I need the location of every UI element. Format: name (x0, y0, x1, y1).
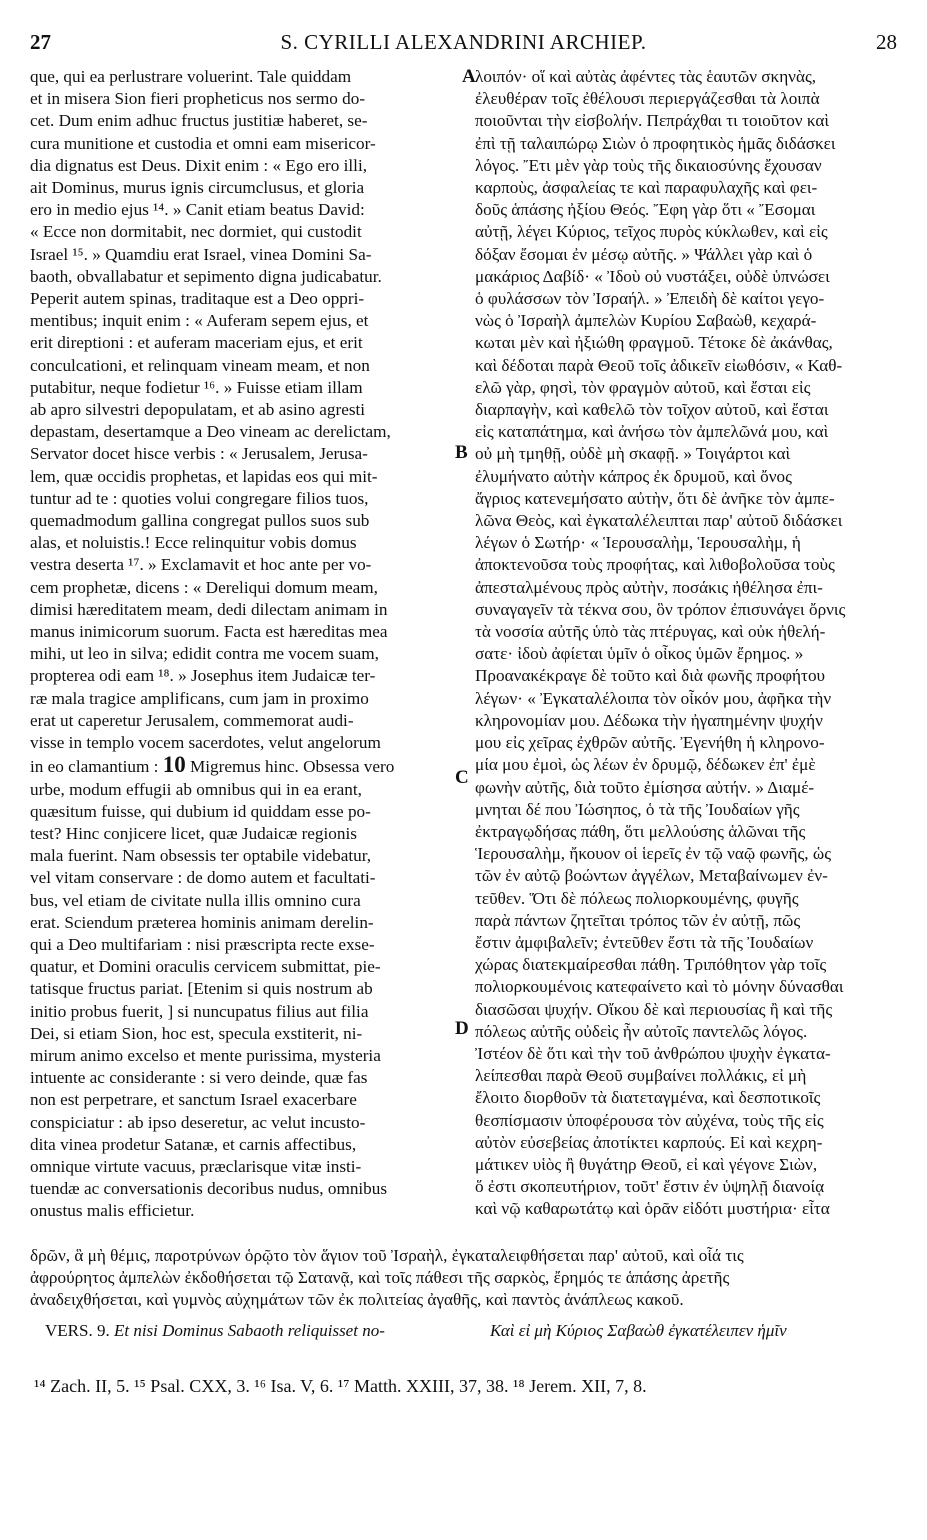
greek-line: Ἰστέον δὲ ὅτι καὶ τὴν τοῦ ἀνθρώπου ψυχὴν ἐγκατα- (475, 1043, 831, 1063)
latin-line-text: Peperit autem spinas, traditaque est a Deo oppri- (30, 289, 365, 309)
latin-line-text: ab apro silvestri depopulatam, et ab asino agresti (30, 400, 366, 420)
greek-line: εἰς καταπάτημα, καὶ ἀνήσω τὸν ἀμπελῶνά μου, καὶ (475, 422, 829, 442)
greek-line: δόξαν ἔσομαι ἐν μέσῳ αὐτῆς. » Ψάλλει γὰρ καὶ ὁ (475, 244, 813, 264)
latin-line-text: cura munitione et custodia et omni eam misericor- (30, 133, 376, 153)
latin-line-text: conculcationi, et relinquam vineam meam, et non (30, 355, 370, 375)
latin-line-text: cet. Dum enim adhuc fructus justitiæ haberet, se- (30, 111, 368, 131)
greek-line: ελῶ γὰρ, φησὶ, τὸν φραγμὸν αὐτοῦ, καὶ ἔσται εἰς (475, 377, 811, 397)
greek-line: ὁ φυλάσσων τὸν Ἰσραήλ. » Ἐπειδὴ δὲ καίτοι γεγο- (475, 289, 825, 309)
latin-line-text: et in misera Sion fieri propheticus nos sermo do- (30, 89, 366, 109)
footnotes: ¹⁴ Zach. II, 5. ¹⁵ Psal. CXX, 3. ¹⁶ Isa. V, 6. ¹⁷ Matth. XXIII, 37, 38. ¹⁸ Jerem. XII, 7, 8. (34, 1376, 647, 1396)
greek-line: καρποὺς, ἀσφαλείας τε καὶ παραφυλαχῆς καὶ φει- (475, 178, 818, 198)
margin-letter-d: D (455, 1018, 469, 1039)
greek-line: μία μου ἐμοὶ, ὡς λέων ἐν δρυμῷ, δέδωκεν ἐπ' ἐμὲ (475, 755, 816, 775)
greek-line: ἀποκτενοῦσα τοὺς προφήτας, καὶ λιθοβολοῦσα τοὺς (475, 555, 835, 575)
latin-line (30, 466, 460, 488)
latin-line-text: quæsitum fuisse, qui dubium id quiddam esse po- (30, 801, 371, 821)
latin-line (30, 1200, 460, 1222)
latin-line (30, 332, 460, 354)
greek-line: τεῦθεν. Ὅτι δὲ πόλεως πολιορκουμένης, φυγῆς (475, 888, 799, 908)
latin-line (30, 66, 460, 88)
greek-line: θεσπίσμασιν ὑποφέρουσα τὸν αὐχένα, τοὺς τῆς εἰς (475, 1110, 824, 1130)
latin-line-text: cem prophetæ, dicens : « Dereliqui domum meam, (30, 577, 378, 597)
latin-column (30, 66, 460, 1223)
latin-line (30, 355, 460, 377)
latin-line-text: vestra deserta ¹⁷. » Exclamavit et hoc ante per vo- (30, 555, 372, 575)
latin-line (30, 554, 460, 576)
latin-line-text: bus, vel etiam de civitate nulla illis omnino cura (30, 890, 361, 910)
greek-line: συναγαγεῖν τὰ τέκνα σου, ὃν τρόπον ἐπισυνάγει ὄρνις (475, 599, 846, 619)
latin-line (30, 934, 460, 956)
greek-line: λέγων· « Ἐγκαταλέλοιπα τὸν οἶκόν μου, ἀφῆκα τὴν (475, 688, 832, 708)
latin-line (30, 754, 460, 778)
greek-column (475, 66, 895, 1221)
latin-line (30, 732, 460, 754)
latin-line-text: Servator docet hisce verbis : « Jerusalem, Jerusa- (30, 444, 368, 464)
latin-line (30, 688, 460, 710)
latin-line (30, 1112, 460, 1134)
latin-line (30, 801, 460, 823)
latin-line-text: tuntur ad te : quoties volui congregare filios tuos, (30, 488, 369, 508)
margin-letter-b: B (455, 442, 468, 463)
latin-line (30, 133, 460, 155)
latin-line-text: Israel ¹⁵. » Quamdiu erat Israel, vinea Domini Sa- (30, 244, 372, 264)
latin-line-text: erat ut caperetur Jerusalem, commemorat audi- (30, 710, 354, 730)
latin-line-text: erat. Sciendum præterea hominis animam derelin- (30, 912, 374, 932)
latin-line (30, 577, 460, 599)
verse-latin (45, 1320, 465, 1342)
latin-line (30, 867, 460, 889)
latin-line (30, 1067, 460, 1089)
greek-line: ὅ ἐστι σκοπευτήριον, τοῦτ' ἔστιν ἐν ὑψηλῇ διανοίᾳ (475, 1177, 825, 1197)
latin-line (30, 155, 460, 177)
greek-line: νὼς ὁ Ἰσραὴλ ἀμπελὼν Κυρίου Σαβαὼθ, κεχαρά- (475, 311, 817, 331)
greek-line: Ἱερουσαλὴμ, ἤκουον οἱ ἱερεῖς ἐν τῷ ναῷ φωνῆς, ὡς (475, 844, 831, 864)
full-width-line-3: ἀναδειχθήσεται, καὶ γυμνὸς αὐχημάτων τῶν ἐκ πολιτείας ἀγαθῆς, καὶ παντὸς ἀνάπλεως κακοῦ. (30, 1290, 684, 1309)
latin-line (30, 710, 460, 732)
latin-line-text: in eo clamantium : (30, 757, 163, 777)
greek-line: καὶ νῷ καθαρωτάτῳ καὶ ὁρᾶν εἰδότι μυστήρια· εἶτα (475, 1199, 830, 1219)
latin-line-text: mentibus; inquit enim : « Auferam sepem ejus, et (30, 311, 369, 331)
latin-line-text: ait Dominus, murus ignis circumclusus, et gloria (30, 178, 365, 198)
latin-line-text: que, qui ea perlustrare voluerint. Tale quiddam (30, 67, 352, 86)
latin-line-text: mihi, ut leo in silva; edidit contra me vocem suam, (30, 644, 379, 664)
greek-line: μου εἰς χεῖρας ἐχθρῶν αὐτῆς. Ἐγενήθη ἡ κληρονο- (475, 733, 825, 753)
latin-line (30, 665, 460, 687)
latin-line (30, 779, 460, 801)
latin-line (30, 845, 460, 867)
latin-line (30, 244, 460, 266)
margin-letter-c: C (455, 767, 469, 788)
greek-line: αὐτῇ, λέγει Κύριος, τεῖχος πυρὸς κύκλωθεν, καὶ εἰς (475, 222, 828, 242)
latin-line-text: qui a Deo multifariam : nisi præscripta recte exse- (30, 934, 375, 954)
right-page-number: 28 (876, 30, 897, 54)
latin-line-text: alas, et noluistis.! Ecce relinquitur vobis domus (30, 533, 357, 553)
full-width-line-2: ἀφρούρητος ἀμπελὼν ἐκδοθήσεται τῷ Σατανᾷ, καὶ τοῖς πάθεσι τῆς σαρκὸς, ἔρημός τε ἁπάσης ἀρετῆς (30, 1268, 730, 1287)
latin-line (30, 421, 460, 443)
greek-line: ἐκτραγῳδήσας πάθη, ὅτι μελλούσης ἁλῶναι τῆς (475, 821, 806, 841)
latin-line (30, 1023, 460, 1045)
greek-line: διαρπαγὴν, καὶ καθελῶ τὸν τοῖχον αὐτοῦ, καὶ ἔσται (475, 400, 829, 420)
latin-line (30, 266, 460, 288)
latin-line-text: intuente ac considerante : si vero deinde, quæ fas (30, 1068, 368, 1088)
latin-line-text: lem, quæ occidis prophetas, et lapidas eos qui mit- (30, 466, 378, 486)
full-width-line-1: δρῶν, ἃ μὴ θέμις, παροτρύνων ὁρῷτο τὸν ἅγιον τοῦ Ἰσραὴλ, ἐγκαταλειφθήσεται παρ' αὐτοῦ, καὶ οἷά τις (30, 1246, 744, 1265)
greek-line: μάτικεν υἱὸς ἢ θυγάτηρ Θεοῦ, εἰ καὶ γέγονε Σιὼν, (475, 1154, 818, 1174)
greek-line: κληρονομίαν μου. Δέδωκα τὴν ἠγαπημένην ψυχήν (475, 710, 823, 730)
latin-line (30, 1178, 460, 1200)
greek-line: λείπεσθαι παρὰ Θεοῦ συμβαίνει πολλάκις, εἰ μὴ (475, 1066, 807, 1086)
latin-line (30, 1156, 460, 1178)
greek-line: λοιπόν· οἵ καὶ αὐτὰς ἀφέντες τὰς ἑαυτῶν σκηνὰς, (475, 67, 817, 86)
greek-line: λόγος. Ἔτι μὲν γὰρ τοὺς τῆς δικαιοσύνης ἔχουσαν (475, 155, 822, 175)
latin-line (30, 221, 460, 243)
greek-line: λέγων ὁ Σωτήρ· « Ἱερουσαλὴμ, Ἱερουσαλὴμ, ἡ (475, 533, 801, 553)
greek-line: οὐ μὴ τμηθῇ, οὐδὲ μὴ σκαφῇ. » Τοιγάρτοι καὶ (475, 444, 791, 464)
latin-line (30, 1001, 460, 1023)
greek-line: τὰ νοσσία αὐτῆς ὑπὸ τὰς πτέρυγας, καὶ οὐκ ἠθελή- (475, 622, 826, 642)
latin-line-text: quemadmodum gallina congregat pullos suos sub (30, 511, 370, 531)
greek-line: ποιοῦνται τὴν εἰσβολήν. Πεπράχθαι τι τοιοῦτον καὶ (475, 111, 829, 131)
latin-line (30, 978, 460, 1000)
latin-line (30, 621, 460, 643)
latin-line-text: Dei, si etiam Sion, hoc est, specula exstiterit, ni- (30, 1023, 363, 1043)
latin-line (30, 399, 460, 421)
greek-line: παρὰ πάντων ζητεῖται τρόπος τῶν ἐν αὐτῇ, πῶς (475, 910, 801, 930)
latin-line-text: ræ mala tragice amplificans, cum jam in proximo (30, 688, 369, 708)
latin-line (30, 88, 460, 110)
latin-line-text: dia dignatus est Deus. Dixit enim : « Ego ero illi, (30, 155, 368, 175)
latin-line-text: omnique virtute vacuus, præclarisque vitæ insti- (30, 1156, 362, 1176)
greek-line: ἔστιν ἀμφιβαλεῖν; ἐντεῦθεν ἔστι τὰ τῆς Ἰουδαίων (475, 932, 814, 952)
greek-line: χώρας διατεκμαίρεσθαι πάθη. Τριπόθητον γὰρ τοῖς (475, 955, 827, 975)
latin-line-text: conspiciatur : ab ipso deseretur, ac velut incusto- (30, 1112, 366, 1132)
latin-line (30, 510, 460, 532)
latin-line (30, 599, 460, 621)
latin-line-text: onustus malis efficietur. (30, 1201, 195, 1221)
latin-line-text: ero in medio ejus ¹⁴. » Canit etiam beatus David: (30, 200, 365, 220)
latin-line-text: initio probus fuerit, ] si nuncupatus filius aut filia (30, 1001, 369, 1021)
latin-line (30, 199, 460, 221)
verse-label: VERS. 9. (45, 1321, 110, 1340)
latin-line-text: tatisque fructus pariat. [Etenim si quis nostrum ab (30, 979, 373, 999)
greek-line: σατε· ἰδοὺ ἀφίεται ὑμῖν ὁ οἶκος ὑμῶν ἔρημος. » (475, 644, 804, 664)
latin-line (30, 110, 460, 132)
latin-line (30, 177, 460, 199)
latin-line-text: quatur, et Domini oraculis cervicem submittat, pie- (30, 957, 381, 977)
column-number-marker: 10 (162, 754, 186, 778)
latin-line-text: non est perpetrare, et sanctum Israel exacerbare (30, 1090, 357, 1110)
greek-line: ἐλυμήνατο αὐτὴν κάπρος ἐκ δρυμοῦ, καὶ ὄνος (475, 466, 792, 486)
verse-greek-text: Καὶ εἰ μὴ Κύριος Σαβαὼθ ἐγκατέλειπεν ἡμῖν (490, 1321, 787, 1340)
latin-line-text: urbe, modum effugii ab omnibus qui in ea erant, (30, 779, 362, 799)
latin-line (30, 377, 460, 399)
latin-line-text: vel vitam conservare : de domo autem et facultati- (30, 868, 376, 888)
greek-line: ἔλοιτο διορθοῦν τὰ διατεταγμένα, καὶ δεσποτικοῖς (475, 1088, 821, 1108)
latin-line-text: mala fuerint. Nam obsessis ter optabile videbatur, (30, 846, 372, 866)
greek-line: λῶνα Θεὸς, καὶ ἐγκαταλέλειπται παρ' αὐτοῦ διδάσκει (475, 511, 843, 531)
latin-line-text: tuendæ ac conversationis decoribus nudus, omnibus (30, 1179, 388, 1199)
page-header (30, 30, 897, 60)
latin-line-text: putabitur, neque fodietur ¹⁶. » Fuisse etiam illam (30, 377, 363, 397)
left-page-number: 27 (30, 30, 51, 54)
greek-line: ἄγριος κατενεμήσατο αὐτὴν, ὅτι δὲ ἀνῆκε τὸν ἀμπε- (475, 488, 835, 508)
greek-line: αὐτὸν εὐσεβείας ἀποτίκτει καρπούς. Εἰ καὶ κεχρη- (475, 1132, 823, 1152)
latin-line-text: baoth, obvallabatur et sepimento digna judicabatur. (30, 266, 382, 286)
latin-line (30, 890, 460, 912)
greek-line: μνηται δέ που Ἰώσηπος, ὁ τὰ τῆς Ἰουδαίων γῆς (475, 799, 800, 819)
greek-line: κωται μὲν καὶ ἠξιώθη φραγμοῦ. Τέτοκε δὲ ἀκάνθας, (475, 333, 833, 353)
latin-line-text: test? Hinc conjicere licet, quæ Judaicæ regionis (30, 823, 357, 843)
latin-line-tail: Migremus hinc. Obsessa vero (190, 757, 395, 777)
greek-line: ἐπὶ τῇ ταλαιπώρῳ Σιὼν ὁ προφητικὸς ἡμᾶς διδάσκει (475, 133, 836, 153)
latin-line (30, 488, 460, 510)
latin-line (30, 310, 460, 332)
greek-line: δοῦς ἁπάσης ἠξίου Θεός. Ἔφη γὰρ ὅτι « Ἔσομαι (475, 200, 816, 220)
running-title: S. CYRILLI ALEXANDRINI ARCHIEP. (280, 30, 647, 54)
latin-line (30, 443, 460, 465)
greek-line: ἐλευθέραν τοῖς ἐθέλουσι περιεργάζεσθαι τὰ λοιπὰ (475, 89, 820, 109)
latin-line (30, 912, 460, 934)
verse-latin-text: Et nisi Dominus Sabaoth reliquisset no- (113, 1321, 385, 1340)
latin-line (30, 1089, 460, 1111)
latin-line (30, 823, 460, 845)
greek-line: φωνὴν αὐτῆς, διὰ τοῦτο ἐμίσησα αὐτήν. » Διαμέ- (475, 777, 815, 797)
latin-line-text: depastam, desertamque a Deo vineam ac derelictam, (30, 422, 391, 442)
latin-line-text: visse in templo vocem sacerdotes, velut angelorum (30, 733, 381, 753)
latin-line-text: dimisi hæreditatem meam, dedi dilectam animam in (30, 599, 388, 619)
latin-line-text: erit direptioni : et auferam maceriam ejus, et erit (30, 333, 363, 353)
latin-line (30, 532, 460, 554)
latin-line-text: « Ecce non dormitabit, nec dormiet, qui custodit (30, 222, 362, 242)
margin-letter-a: A (462, 66, 476, 87)
latin-line (30, 643, 460, 665)
latin-line (30, 1134, 460, 1156)
latin-line (30, 1045, 460, 1067)
latin-line (30, 288, 460, 310)
greek-line: Προανακέκραγε δὲ τοῦτο καὶ διὰ φωνῆς προφήτου (475, 666, 826, 686)
greek-line: διασῶσαι ψυχήν. Οἴκου δὲ καὶ περιουσίας ἢ καὶ τῆς (475, 999, 833, 1019)
latin-line-text: dita vinea prodetur Satanæ, et carnis affectibus, (30, 1134, 357, 1154)
latin-line-text: mirum animo excelso et mente purissima, mysteria (30, 1045, 381, 1065)
greek-line: πόλεως αὐτῆς οὐδεὶς ἦν αὐτοῖς παντελῶς λόγος. (475, 1021, 808, 1041)
latin-line (30, 956, 460, 978)
greek-line: πολιορκουμένοις κατεφαίνετο καὶ τὸ μόνην δύνασθαι (475, 977, 844, 997)
latin-line-text: propterea odi eam ¹⁸. » Josephus item Judaicæ ter- (30, 666, 376, 686)
greek-line: τῶν ἐν αὐτῷ βοώντων ἀγγέλων, Μεταβαίνωμεν ἐν- (475, 866, 828, 886)
greek-line: ἀπεσταλμένους πρὸς αὐτὴν, ποσάκις ἠθέλησα ἐπι- (475, 577, 823, 597)
greek-line: καὶ δέδοται παρὰ Θεοῦ τοῖς ἀδικεῖν εἰωθόσιν, « Καθ- (475, 355, 843, 375)
greek-line: μακάριος Δαβίδ· « Ἰδοὺ οὐ νυστάξει, οὐδὲ ὑπνώσει (475, 266, 830, 286)
latin-line-text: manus inimicorum suorum. Facta est hæreditas mea (30, 622, 388, 642)
